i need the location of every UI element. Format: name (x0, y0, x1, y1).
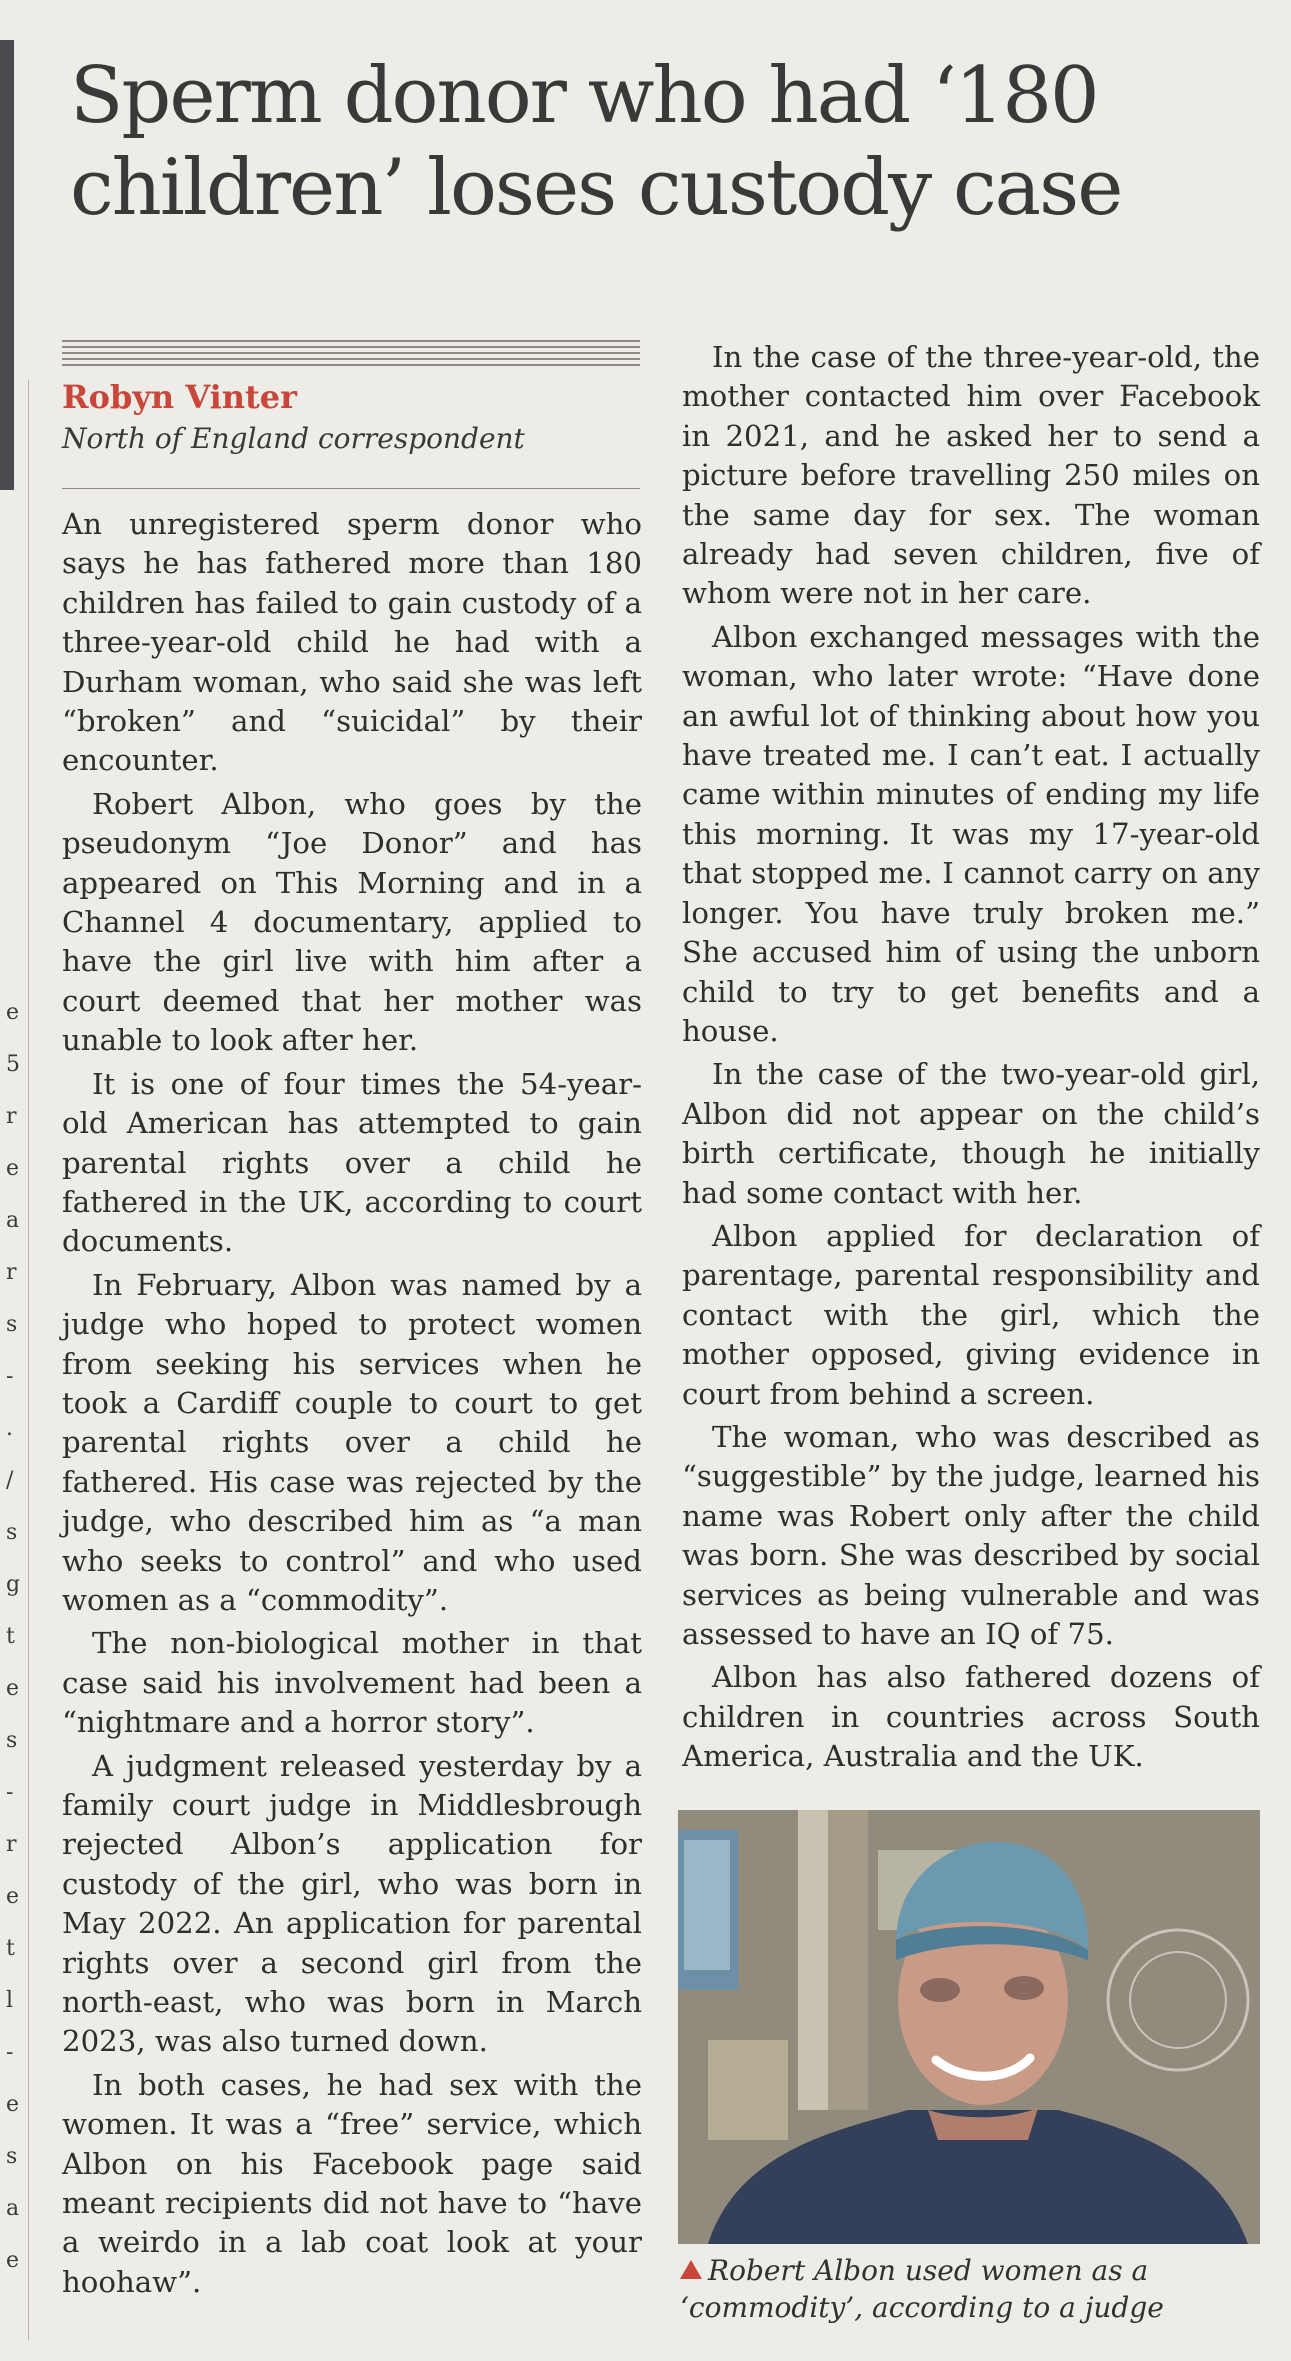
fragment-letter: r (6, 1260, 17, 1285)
paragraph: In both cases, he had sex with the women. It was a “free” service, which Albon on his Facebook page said meant recipients did not have to “have a weirdo in a lab coat look at your hoohaw”. (62, 2067, 642, 2299)
photo-illustration (678, 1810, 1260, 2244)
paragraph: It is one of four times the 54-year-old American has attempted to gain parental rights over a child he fathered in the UK, according to court documents. (62, 1066, 642, 1259)
paragraph: An unregistered sperm donor who says he has fathered more than 180 children has failed to gain custody of a three-year-old child he had with a Durham woman, who said she was left “broken” and “suicidal” by their encounter. (62, 507, 642, 778)
column-divider (28, 380, 29, 2340)
fragment-letter: s (6, 1728, 18, 1753)
adjacent-page-bar (0, 40, 14, 490)
paragraph: In February, Albon was named by a judge who hoped to protect women from seeking his services when he took a Cardiff couple to court to get parental rights over a child he fathered. His case was rejected by the judge, who described him as “a man who seeks to control” and who used women as a “commodity”. (62, 1267, 642, 1617)
fragment-letter: / (6, 1468, 14, 1493)
fragment-letter: e (6, 1156, 20, 1181)
article-photo (678, 1810, 1260, 2244)
paragraph: The non-biological mother in that case said his involvement had been a “nightmare and a horror story”. (62, 1626, 642, 1740)
caption-text: Robert Albon used women as a ‘commodity’, according to a judge (680, 2254, 1164, 2324)
byline-author: Robyn Vinter (62, 378, 297, 416)
paragraph: A judgment released yesterday by a family court judge in Middlesbrough rejected Albon’s application for custody of the girl, who was born in May 2022. An application for parental rights over a second girl from the north-east, who was born in March 2023, was also turned down. (62, 1748, 642, 2059)
article-column-left (62, 505, 642, 2306)
fragment-letter: s (6, 2144, 18, 2169)
paragraph: In the case of the three-year-old, the mother contacted him over Facebook in 2021, and he asked her to send a picture before travelling 250 miles on the same day for sex. The woman already had seven children, five of whom were not in her care. (682, 340, 1260, 611)
byline-role: North of England correspondent (62, 422, 525, 455)
fragment-letter: e (6, 1884, 20, 1909)
fragment-letter: a (6, 1208, 20, 1233)
paragraph: Albon exchanged messages with the woman, who later wrote: “Have done an awful lot of thinking about how you have treated me. I can’t eat. I actually came within minutes of ending my life this morning. It was my 17-year-old that stopped me. I cannot carry on any longer. You have truly broken me.” She accused him of using the unborn child to try to get benefits and a house. (682, 619, 1260, 1048)
byline-rule-lines (62, 340, 640, 370)
byline-divider (62, 488, 640, 489)
fragment-letter: e (6, 1000, 20, 1025)
fragment-letter: t (6, 1936, 15, 1961)
paragraph: Albon applied for declaration of parentage, parental responsibility and contact with the girl, which the mother opposed, giving evidence in court from behind a screen. (682, 1218, 1260, 1411)
fragment-letter: - (6, 1364, 14, 1389)
fragment-letter: . (6, 1416, 13, 1441)
fragment-letter: 5 (6, 1052, 20, 1077)
fragment-letter: - (6, 2040, 14, 2065)
fragment-letter: s (6, 1312, 18, 1337)
paragraph: The woman, who was described as “suggestible” by the judge, learned his name was Robert only after the child was born. She was described by social services as being vulnerable and was assessed to have an IQ of 75. (682, 1419, 1260, 1651)
headline: Sperm donor who had ‘180 children’ loses custody case (70, 51, 1122, 233)
fragment-letter: e (6, 2092, 20, 2117)
paragraph: Robert Albon, who goes by the pseudonym “Joe Donor” and has appeared on This Morning and in a Channel 4 documentary, applied to have the girl live with him after a court deemed that her mother was unable to look after her. (62, 786, 642, 1058)
caption-triangle-icon (680, 2260, 702, 2279)
paragraph: In the case of the two-year-old girl, Albon did not appear on the child’s birth certificate, though he initially had some contact with her. (682, 1057, 1260, 1210)
fragment-letter: e (6, 1676, 20, 1701)
fragment-letter: t (6, 1624, 15, 1649)
fragment-letter: r (6, 1832, 17, 1857)
photo-caption (680, 2252, 1260, 2326)
paragraph: Albon has also fathered dozens of children in countries across South America, Australia and the UK. (682, 1660, 1260, 1774)
fragment-letter: l (6, 1988, 14, 2013)
fragment-letter: - (6, 1780, 14, 1805)
adjacent-column-fragments (6, 1000, 26, 2340)
fragment-letter: r (6, 1104, 17, 1129)
article-column-right (682, 338, 1260, 1781)
fragment-letter: s (6, 1520, 18, 1545)
fragment-letter: e (6, 2248, 20, 2273)
fragment-letter: g (6, 1572, 21, 1597)
fragment-letter: a (6, 2196, 20, 2221)
